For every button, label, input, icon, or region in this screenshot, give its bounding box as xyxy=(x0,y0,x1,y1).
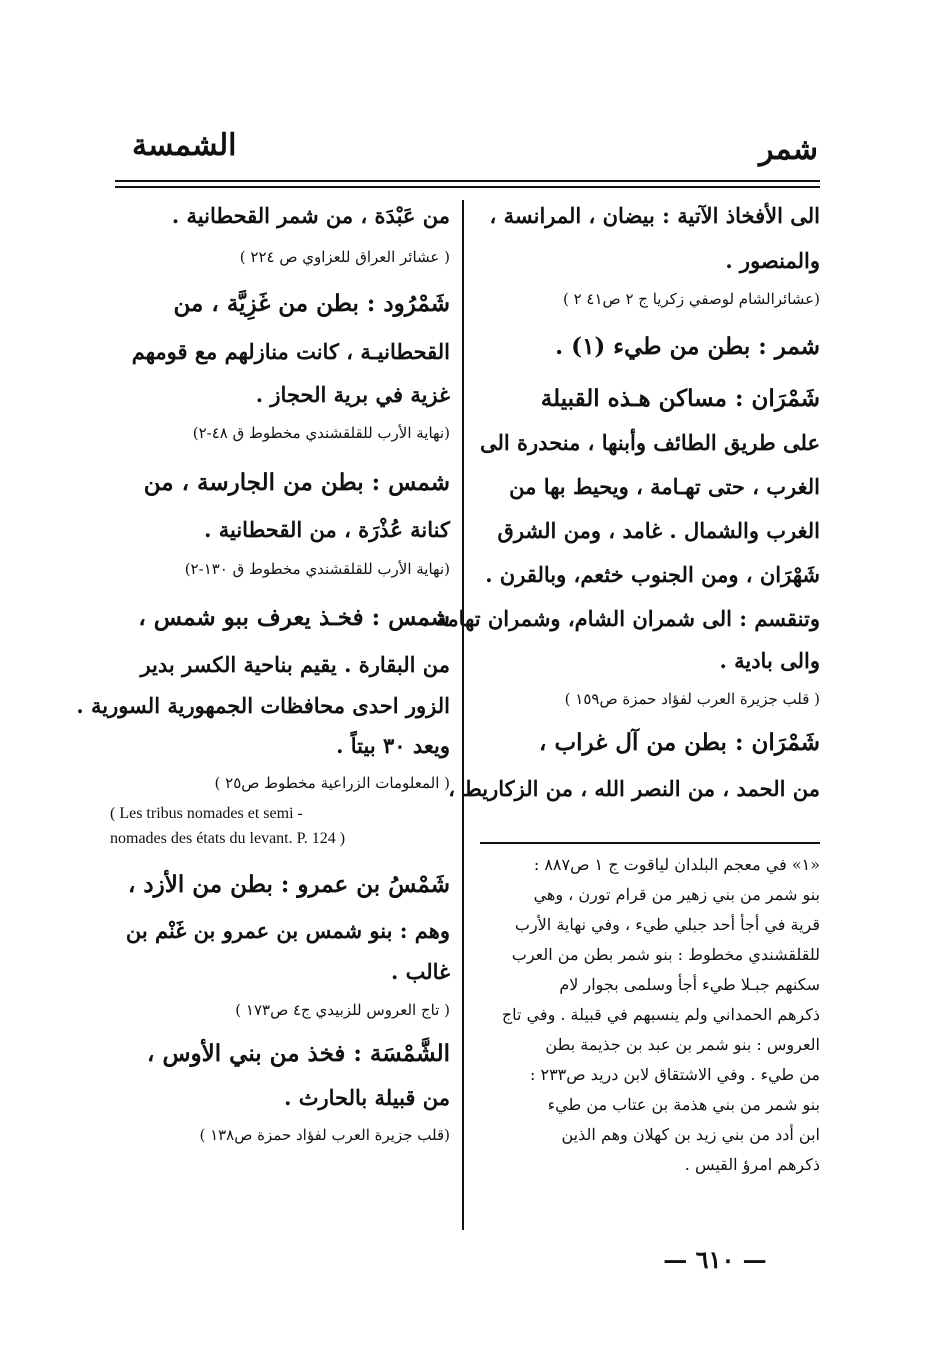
footnote-line: العروس : بنو شمر بن عبد بن جذيمة بطن xyxy=(545,1035,820,1054)
entry-text: وتنقسم : الى شمران الشام، وشمران تهامة ، xyxy=(422,606,820,631)
page-number: — ٦١٠ — xyxy=(663,1245,767,1274)
citation: ( المعلومات الزراعية مخطوط ص٢٥ ) xyxy=(214,774,450,792)
entry-text: الزور احدى محافظات الجمهورية السورية . xyxy=(76,693,450,718)
citation: ( تاج العروس للزبيدي ج٤ ص١٧٣ ) xyxy=(235,1001,450,1019)
entry-text: غالب . xyxy=(390,959,450,984)
entry-text: كنانة عُذْرَة ، من القحطانية . xyxy=(204,517,450,542)
entry-text: من عَبْدَة ، من شمر القحطانية . xyxy=(171,203,450,228)
footnote-line: للقلقشندي مخطوط : بنو شمر بطن من العرب xyxy=(511,945,820,964)
footnote-block xyxy=(480,852,820,1182)
entry-heading: شَمْسُ بن عمرو : بطن من الأزد ، xyxy=(127,871,450,898)
footnote-line: بنو شمر من بني هذمة بن عتاب من طيء xyxy=(547,1095,820,1114)
citation: (نهاية الأرب للقلقشندي مخطوط ق ٤٨-٢) xyxy=(192,424,450,442)
footnote-line: من طيء . وفي الاشتقاق لابن دريد ص٢٣٣ : xyxy=(530,1065,820,1084)
citation: (عشائرالشام لوصفي زكريا ج ٢ ص٤١ ٢ ) xyxy=(562,290,820,308)
entry-text: غزية في برية الحجاز . xyxy=(255,382,450,407)
entry-text: من البقارة . يقيم بناحية الكسر بدير xyxy=(140,652,450,677)
entry-text: الى الأفخاذ الآتية : بيضان ، المرانسة ، xyxy=(489,203,820,228)
entry-text: والمنصور . xyxy=(725,248,820,273)
entry-text: من الحمد ، من النصر الله ، من الزكاريط ، xyxy=(448,776,820,801)
footnote-line: سكنهم جبـلا طيء أجأ وسلمى بجوار لام xyxy=(559,975,820,994)
latin-citation: nomades des états du levant. P. 124 ) xyxy=(110,830,346,847)
entry-text: من قبيلة بالحارث . xyxy=(284,1085,450,1110)
citation: (نهاية الأرب للقلقشندي مخطوط ق ١٣٠-٢) xyxy=(184,560,450,578)
header-title-left: الشمسة xyxy=(132,128,237,163)
footnote-line: ذكرهم الحمداني ولم ينسبهم في قبيلة . وفي تاج xyxy=(501,1005,820,1024)
entry-heading: شَمْرُود : بطن من غَزِيَّة ، من xyxy=(173,290,450,317)
latin-citation: ( Les tribus nomades et semi - xyxy=(110,805,303,822)
citation: ( قلب جزيرة العرب لفؤاد حمزة ص١٥٩ ) xyxy=(564,690,820,708)
footnote-line: بنو شمر من بني زهير من قرام تورن ، وهي xyxy=(533,885,820,904)
entry-text: على طريق الطائف وأبنها ، منحدرة الى xyxy=(479,430,820,455)
left-column xyxy=(76,196,450,1154)
right-column xyxy=(422,196,820,814)
entry-text: ويعد ٣٠ بيتاً . xyxy=(336,733,450,758)
footnote-rule xyxy=(480,842,820,844)
footnote-line: قرية في أجأ أحد جبلي طيء ، وفي نهاية الأرب xyxy=(514,915,820,934)
footnote-line: ذكرهم امرؤ القيس . xyxy=(684,1155,820,1174)
footnote-line: «١» في معجم البلدان لياقوت ج ١ ص٨٨٧ : xyxy=(533,855,820,874)
running-header xyxy=(110,128,820,178)
entry-heading: شمس : فخـذ يعرف ببو شمس ، xyxy=(138,604,450,631)
entry-text: القحطانيـة ، كانت منازلهم مع قومهم xyxy=(131,339,450,364)
entry-heading: الشَّمْسَة : فخذ من بني الأوس ، xyxy=(147,1040,450,1067)
entry-heading: شمر : بطن من طيء (١) . xyxy=(555,333,820,360)
entry-text: الغرب ، حتى تهـامة ، ويحيط بها من xyxy=(509,474,820,499)
entry-text: الغرب والشمال . غامد ، ومن الشرق xyxy=(497,518,820,543)
column-divider xyxy=(462,200,464,1230)
header-rule-second xyxy=(115,186,820,188)
footnote-line: ابن أدد من بني زيد بن كهلان وهم الذين xyxy=(561,1125,820,1144)
citation: ( عشائر العراق للعزاوي ص ٢٢٤ ) xyxy=(239,248,450,266)
citation: (قلب جزيرة العرب لفؤاد حمزة ص١٣٨ ) xyxy=(199,1126,450,1144)
entry-heading: شَمْرَان : بطن من آل غراب ، xyxy=(539,729,820,756)
entry-text: وهم : بنو شمس بن عمرو بن غَنْم بن xyxy=(125,918,450,943)
header-rule xyxy=(115,180,820,182)
entry-heading: شَمْرَان : مساكن هـذه القبيلة xyxy=(540,385,820,412)
entry-text: والى بادية . xyxy=(719,648,820,673)
header-title-right: شمر xyxy=(758,132,818,167)
entry-heading: شمس : بطن من الجارسة ، من xyxy=(143,469,450,496)
entry-text: شَهْرَان ، ومن الجنوب خثعم، وبالقرن . xyxy=(485,562,820,587)
